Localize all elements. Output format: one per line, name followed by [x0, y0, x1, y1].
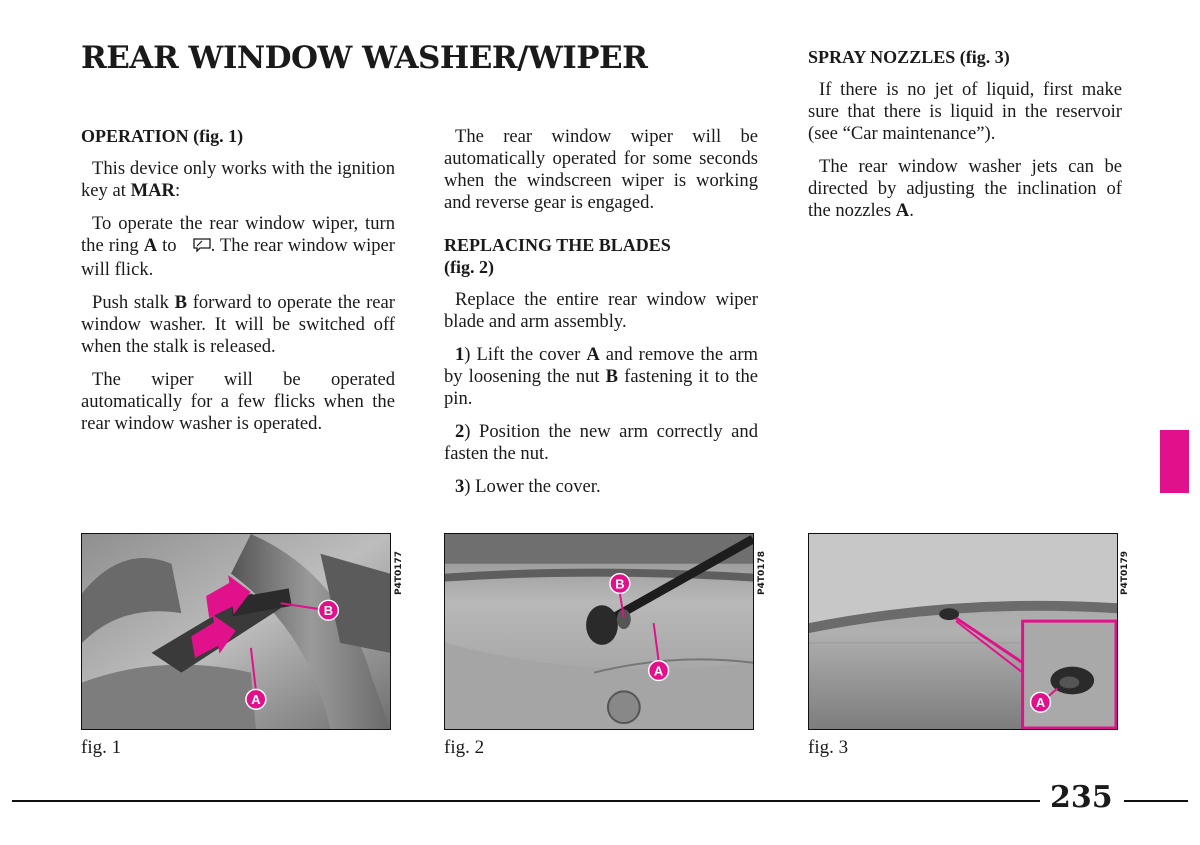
footer-rule-right	[1124, 800, 1188, 802]
column-spray-nozzles	[808, 46, 1122, 233]
rear-wiper-symbol-icon	[182, 237, 211, 259]
svg-text:B: B	[323, 603, 334, 619]
svg-text:A: A	[251, 692, 261, 708]
paragraph: If there is no jet of liquid, first make sure that there is liquid in the reservoir (see “Car maintenance”).	[808, 79, 1122, 144]
svg-text:A: A	[1035, 695, 1046, 711]
heading-spray-nozzles: SPRAY NOZZLES (fig. 3)	[808, 47, 1010, 67]
page-title: REAR WINDOW WASHER/WIPER	[81, 40, 648, 76]
figure-3-spray-nozzles	[808, 533, 1118, 730]
paragraph: Replace the entire rear window wiper blade and arm assembly.	[444, 289, 758, 332]
column-blades	[444, 126, 758, 509]
paragraph: The rear window wiper will be automatically operated for some seconds when the windscreen wiper is working and reverse gear is engaged.	[444, 126, 758, 213]
svg-text:B: B	[615, 576, 625, 592]
paragraph: The rear window washer jets can be directed by adjusting the inclination of the nozzles A.	[808, 156, 1122, 221]
paragraph: This device only works with the ignition key at MAR:	[81, 158, 395, 201]
section-tab	[1160, 430, 1189, 493]
column-operation	[81, 125, 395, 446]
step-1: 1) Lift the cover A and remove the arm by loosening the nut B fastening it to the pin.	[444, 344, 759, 409]
figure-2-wiper-arm	[444, 533, 754, 730]
figure-code: P4T0177	[394, 550, 404, 595]
heading-replacing-blades: REPLACING THE BLADES (fig. 2)	[444, 235, 671, 277]
figure-code: P4T0178	[757, 550, 767, 595]
figure-caption: fig. 2	[444, 737, 485, 758]
figure-caption: fig. 3	[808, 737, 849, 758]
heading-operation: OPERATION (fig. 1)	[81, 126, 244, 146]
figure-1-wiper-stalk	[81, 533, 391, 730]
paragraph: Push stalk B forward to operate the rear window washer. It will be switched off when the stalk is released.	[81, 292, 395, 357]
page-number: 235	[1050, 780, 1113, 815]
footer-rule-left	[12, 800, 1040, 802]
svg-text:A: A	[653, 663, 664, 679]
step-2: 2) Position the new arm correctly and fasten the nut.	[444, 421, 758, 464]
figure-code: P4T0179	[1120, 550, 1130, 595]
paragraph: To operate the rear window wiper, turn the ring A to . The rear window wiper will flick.	[81, 213, 395, 280]
figure-caption: fig. 1	[81, 737, 122, 758]
step-3: 3) Lower the cover.	[455, 476, 601, 497]
paragraph: The wiper will be operated automatically for a few flicks when the rear window washer is operated.	[81, 369, 395, 434]
